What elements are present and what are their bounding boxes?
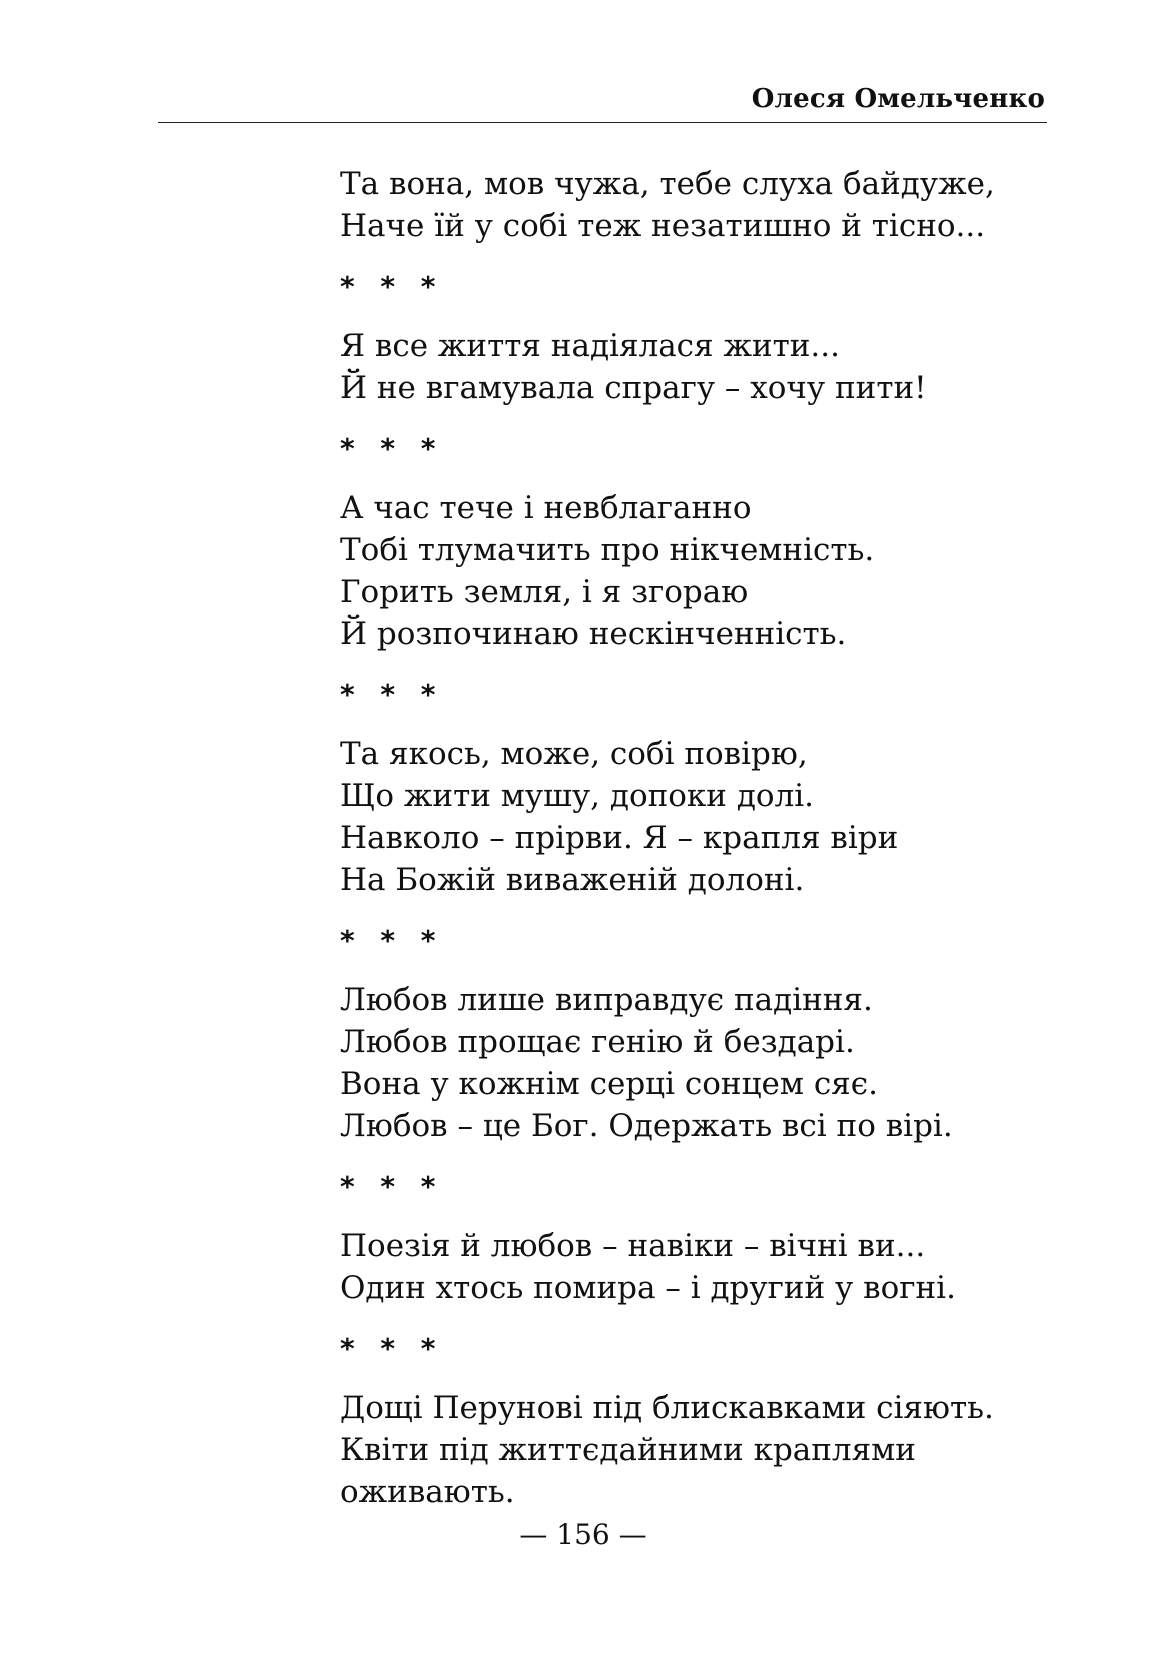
- poem-line: Любов прощає генію й бездарі.: [340, 1024, 855, 1060]
- stanza: [340, 325, 1100, 409]
- poem-line: Й розпочинаю нескінченність.: [340, 616, 847, 652]
- poem-line: Й не вгамувала спрагу – хочу пити!: [340, 370, 927, 406]
- poem-line: оживають.: [340, 1474, 515, 1510]
- stanza-separator: * * *: [340, 678, 444, 711]
- poem-line: Та вона, мов чужа, тебе слуха байдуже,: [340, 166, 995, 202]
- stanza-separator: * * *: [340, 432, 444, 465]
- page-number: — 156 —: [519, 1518, 647, 1551]
- poem-line: Що жити мушу, допоки долі.: [340, 778, 815, 814]
- poem-line: Навколо – прірви. Я – крапля віри: [340, 820, 899, 856]
- poem-line: Поезія й любов – навіки – вічні ви...: [340, 1228, 926, 1264]
- stanza: [340, 733, 1100, 901]
- poem-line: Любов лише виправдує падіння.: [340, 982, 873, 1018]
- poem-line: Я все життя надіялася жити...: [340, 328, 840, 364]
- stanza: [340, 1225, 1100, 1309]
- poem-text: [340, 163, 1100, 1513]
- poem-line: Дощі Перунові під блискавками сіяють.: [340, 1390, 994, 1426]
- stanza: [340, 487, 1100, 655]
- stanza-separator: * * *: [340, 270, 444, 303]
- stanza: [340, 1387, 1100, 1513]
- stanza: [340, 979, 1100, 1147]
- poem-line: Вона у кожнім серці сонцем сяє.: [340, 1066, 878, 1102]
- poem-line: На Божій виваженій долоні.: [340, 862, 805, 898]
- poem-line: А час тече і невблаганно: [340, 490, 752, 526]
- poem-line: Тобі тлумачить про нікчемність.: [340, 532, 875, 568]
- running-header: [158, 80, 1047, 123]
- stanza-separator: * * *: [340, 1332, 444, 1365]
- stanza-separator: * * *: [340, 1170, 444, 1203]
- header-author: Олеся Омельченко: [751, 84, 1045, 114]
- stanza-separator: * * *: [340, 924, 444, 957]
- poem-line: Любов – це Бог. Одержать всі по вірі.: [340, 1108, 953, 1144]
- stanza: [340, 163, 1100, 247]
- poem-line: Квіти під життєдайними краплями: [340, 1432, 916, 1468]
- poem-line: Та якось, може, собі повірю,: [340, 736, 808, 772]
- poem-line: Горить земля, і я згораю: [340, 574, 749, 610]
- poem-line: Один хтось помира – і другий у вогні.: [340, 1270, 956, 1306]
- poem-line: Наче їй у собі теж незатишно й тісно...: [340, 208, 986, 244]
